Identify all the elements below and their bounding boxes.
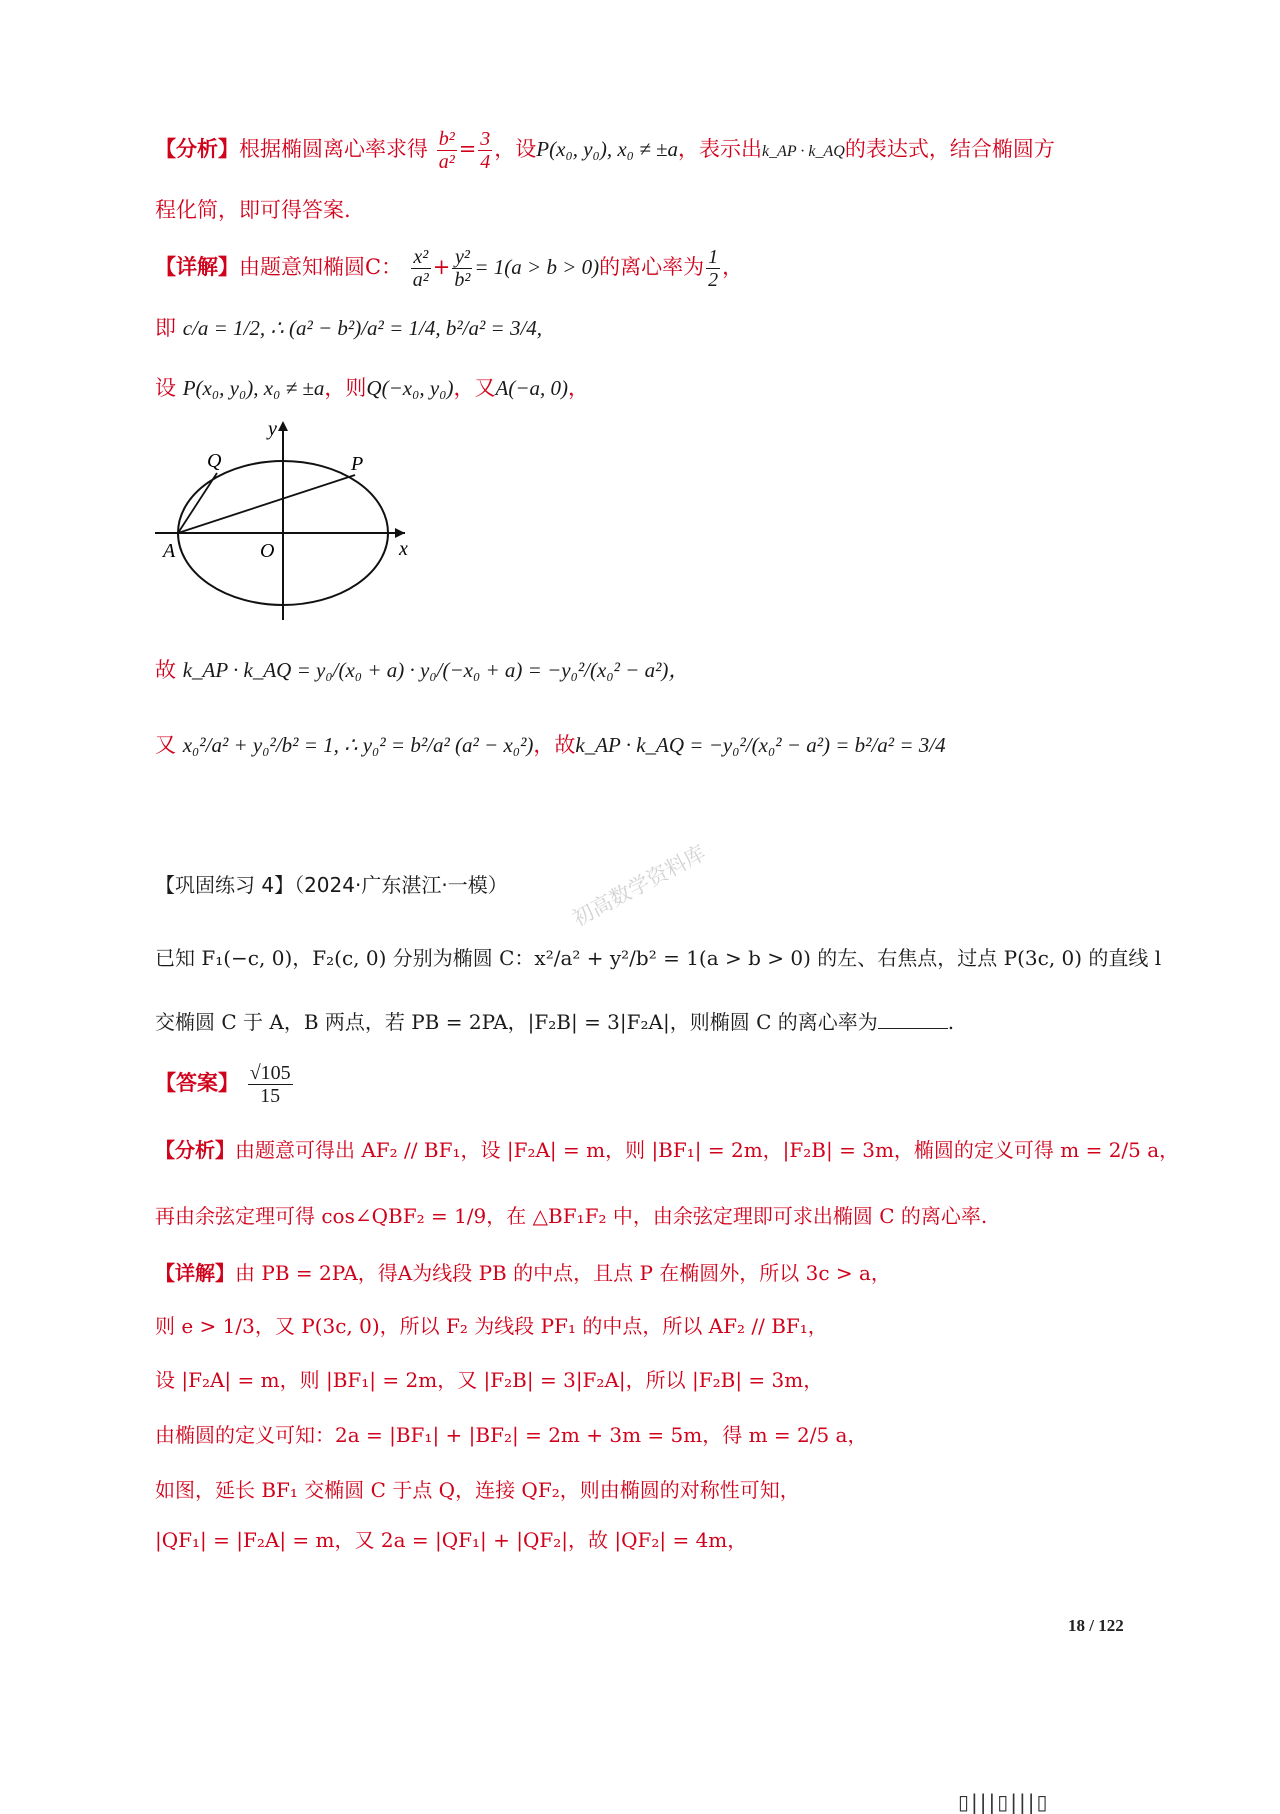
ellipse-figure [155,415,415,625]
analysis1-line1 [155,128,1055,173]
step2-line [155,378,589,399]
step4-prefix: 又 [155,733,176,757]
frac-den: a² [438,151,455,173]
detail2-line3: 设 |F₂A| = m，则 |BF₁| = 2m，又 |F₂B| = 3|F₂A|，所以 |F₂B| = 3m， [155,1368,824,1392]
detail2-tag: 【详解】 [155,1261,235,1285]
y2-over-b2 [452,246,472,291]
step2-prefix: 设 [155,376,176,400]
detail1-text-a: 由题意知椭圆C： [239,255,403,279]
analysis2-line1 [155,1140,1179,1160]
b2-over-a2 [437,128,457,173]
exercise-title: 【巩固练习 4】（2024·广东湛江·一模） [155,873,508,897]
exercise-p2-end: . [947,1010,955,1034]
analysis1-text-d: 的表达式，结合椭圆方 [844,137,1055,161]
one-half [706,246,720,291]
label-y: y [268,418,277,440]
answer-tag: 【答案】 [155,1070,239,1095]
ellipse-condition: = 1(a > b > 0) [474,255,600,279]
detail2-line6: |QF₁| = |F₂A| = m，又 2a = |QF₁| + |QF₂|，故 |QF₂| = 4m， [155,1528,748,1552]
label-o: O [260,540,275,562]
exercise-p2-text: 交椭圆 C 于 A，B 两点，若 PB = 2PA，|F₂B| = 3|F₂A|，则椭圆 C 的离心率为 [155,1010,878,1034]
step4-mid: ，故 [533,733,576,757]
answer-value [248,1062,293,1107]
detail1-line: 【详解】由题意知椭圆C： $\frac{\text{x²}}{\text{a²}}$ + $\frac{\text{y²}}{\text{b²}}$ = 1(a > b > 0)的离心率为 $\frac{1}{2}$ ， [155,246,744,291]
step2-mid2: ，又 [453,376,496,400]
y-axis-arrow [278,421,288,431]
answer-line [155,1062,295,1107]
analysis2-line2: 再由余弦定理可得 cos∠QBF₂ = 1/9，在 △BF₁F₂ 中，由余弦定理即可求出椭圆 C 的离心率. [155,1204,988,1228]
step4-line [155,735,946,756]
label-p: P [351,453,364,475]
frac-num: y² [452,246,472,269]
step4-content: x₀²/a² + y₀²/b² = 1, ∴ y₀² = b²/a² (a² − x₀²) [182,733,534,757]
frac-den: 2 [708,269,719,291]
barcode-icon: ▯|||▯|||▯ [958,1790,1050,1814]
detail2-line1 [155,1263,891,1283]
analysis1-line2: 程化简，即可得答案. [155,198,351,222]
detail-tag: 【详解】 [155,254,239,279]
exercise-p2 [155,1012,954,1032]
analysis1-text-b: ，设 [494,137,537,161]
slope-product: k_AP · k_AQ [762,143,845,160]
page-number: 18 / 122 [1068,1616,1124,1635]
point-p-expr: P(x₀, y₀), x₀ ≠ ±a [536,137,679,161]
step3-line [155,660,689,681]
detail1-text-b: 的离心率为 [599,255,705,279]
frac-den: 4 [480,151,491,173]
detail2-line4: 由椭圆的定义可知：2a = |BF₁| + |BF₂| = 2m + 3m = 5m，得 m = 2/5 a， [155,1423,868,1447]
analysis1-text-c: ，表示出 [678,137,763,161]
frac-den: b² [454,269,471,291]
step1-prefix: 即 [155,316,176,340]
frac-num: b² [438,128,455,150]
step3-prefix: 故 [155,658,176,682]
watermark: 初高数学资料库 [568,840,710,931]
label-q: Q [207,450,222,472]
frac-den: a² [412,269,429,291]
analysis2-l1: 由题意可得出 AF₂ // BF₁，设 |F₂A| = m，则 |BF₁| = 2m，|F₂B| = 3m，椭圆的定义可得 m = 2/5 a， [235,1138,1180,1162]
line-ap [178,475,355,533]
x-axis-arrow [395,528,405,538]
frac-num: 3 [480,128,491,150]
detail2-line2: 则 e > 1/3，又 P(3c, 0)，所以 F₂ 为线段 PF₁ 的中点，所以 AF₂ // BF₁， [155,1314,828,1338]
step2-end: ， [568,376,589,400]
frac-num: x² [411,246,431,269]
step2-mid: ，则 [324,376,367,400]
step2-point-q: Q(−x₀, y₀) [366,376,454,400]
analysis-tag: 【分析】 [155,136,239,161]
step2-point-a: A(−a, 0) [495,376,568,400]
step4-result: k_AP · k_AQ = −y₀²/(x₀² − a²) = b²/a² = 3/4 [575,733,946,757]
detail2-l1: 由 PB = 2PA，得A为线段 PB 的中点，且点 P 在椭圆外，所以 3c > a， [235,1261,891,1285]
three-fourths [478,128,492,173]
exercise-p1: 已知 F₁(−c, 0)，F₂(c, 0) 分别为椭圆 C：x²/a² + y²/b² = 1(a > b > 0) 的左、右焦点，过点 P(3c, 0) 的直线 l [155,946,1162,970]
step3-content: k_AP · k_AQ = y₀/(x₀ + a) · y₀/(−x₀ + a) = −y₀²/(x₀² − a²)， [182,658,690,682]
step2-point-p: P(x₀, y₀), x₀ ≠ ±a [182,376,325,400]
detail2-line5: 如图，延长 BF₁ 交椭圆 C 于点 Q，连接 QF₂，则由椭圆的对称性可知， [155,1478,800,1502]
step1-content: c/a = 1/2, ∴ (a² − b²)/a² = 1/4, b²/a² = 3/4, [182,316,543,340]
x2-over-a2 [411,246,431,291]
step1-line [155,318,542,339]
answer-num: √105 [249,1062,291,1084]
eq-sign: = [458,137,477,161]
frac-num: 1 [708,246,719,268]
answer-den: 15 [260,1085,281,1107]
comma: ， [722,255,744,279]
line-aq [178,473,217,533]
answer-blank [878,1012,948,1029]
analysis2-tag: 【分析】 [155,1138,235,1162]
analysis1-text-a: 根据椭圆离心率求得 [239,137,428,161]
label-a: A [163,540,176,562]
label-x: x [399,538,408,560]
